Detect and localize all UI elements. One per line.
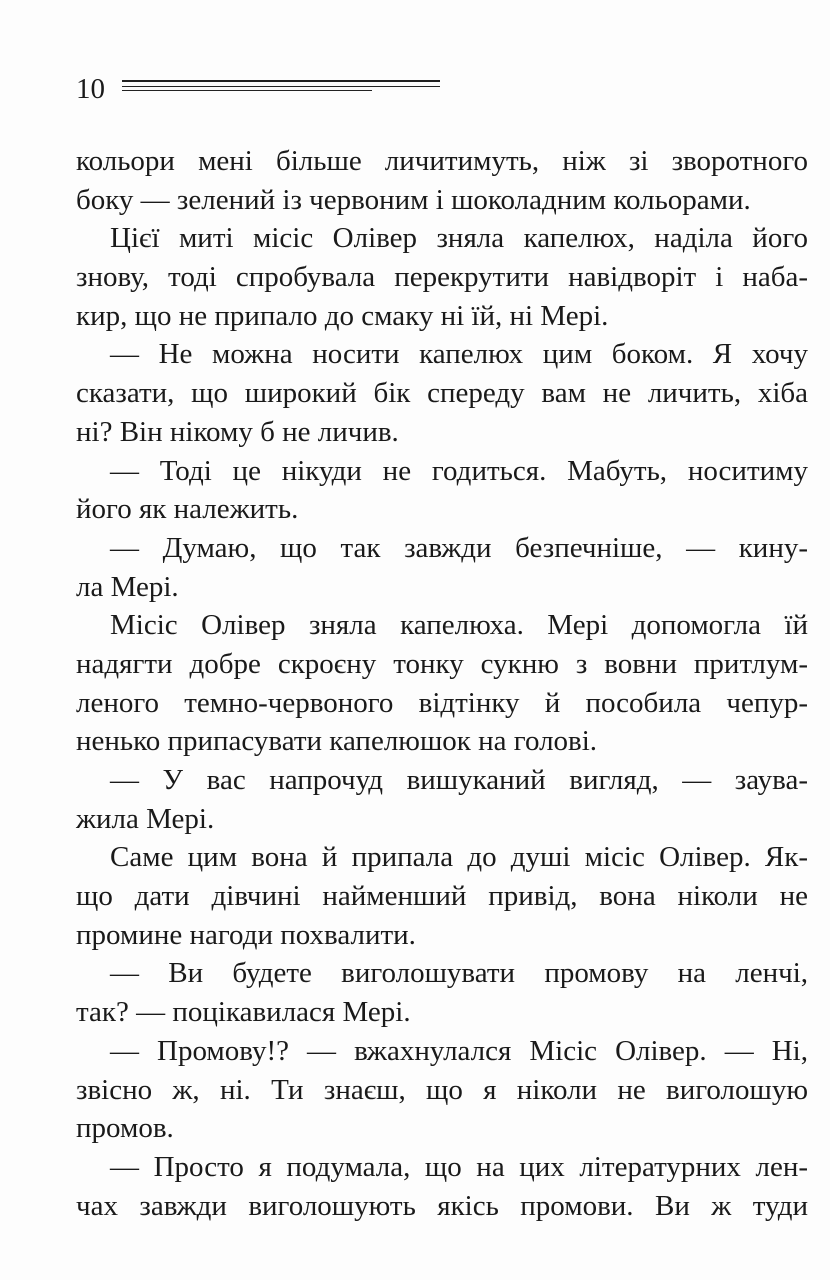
text-line: чах завжди виголошують якісь промови. Ви ж туди [76,1189,808,1222]
text-line: — Не можна носити капелюх цим боком. Я хочу [110,338,808,371]
text-line: — Ви будете виголошувати промову на ленчі, [110,957,808,990]
page-number: 10 [76,73,105,105]
text-line: Цієї миті місіс Олівер зняла капелюх, наділа його [110,222,808,255]
text-line: — Промову!? — вжахнулался Місіс Олівер. — Ні, [110,1034,808,1067]
text-line: сказати, що широкий бік спереду вам не личить, хіба [76,377,808,410]
header-rule [122,80,440,82]
text-line: Саме цим вона й припала до душі місіс Олівер. Як- [110,841,808,874]
header-rule [122,90,372,91]
page-header [76,72,446,106]
text-line: що дати дівчині найменший привід, вона ніколи не [76,880,808,913]
text-line: кир, що не припало до смаку ні їй, ні Мері. [76,299,609,332]
body-text [76,142,808,1225]
text-line: знову, тоді спробувала перекрутити навідворіт і наба- [76,261,808,294]
text-line: — Просто я подумала, що на цих літературних лен- [110,1150,808,1183]
text-line: жила Мері. [76,802,215,835]
text-line: його як належить. [76,493,299,526]
text-line: боку — зелений із червоним і шоколадним кольорами. [76,183,751,216]
text-line: ненько припасувати капелюшок на голові. [76,725,598,758]
text-line: — Тоді це нікуди не годиться. Мабуть, носитиму [110,454,808,487]
text-line: звісно ж, ні. Ти знаєш, що я ніколи не виголошую [76,1073,808,1106]
text-line: Місіс Олівер зняла капелюха. Мері допомогла їй [110,609,808,642]
text-line: леного темно-червоного відтінку й пособила чепур- [76,686,808,719]
header-rule [122,86,440,87]
text-line: ні? Він нікому б не личив. [76,415,399,448]
text-line: кольори мені більше личитимуть, ніж зі зворотного [76,145,808,177]
text-line: — У вас напрочуд вишуканий вигляд, — заува- [110,764,808,796]
text-line: — Думаю, що так завжди безпечніше, — кину- [110,531,808,564]
text-line: ла Мері. [76,570,179,603]
text-line: промине нагоди похвалити. [76,918,416,951]
text-line: промов. [76,1112,174,1145]
text-line: надягти добре скроєну тонку сукню з вовни притлум- [76,647,808,680]
text-line: так? — поцікавилася Мері. [76,996,411,1029]
